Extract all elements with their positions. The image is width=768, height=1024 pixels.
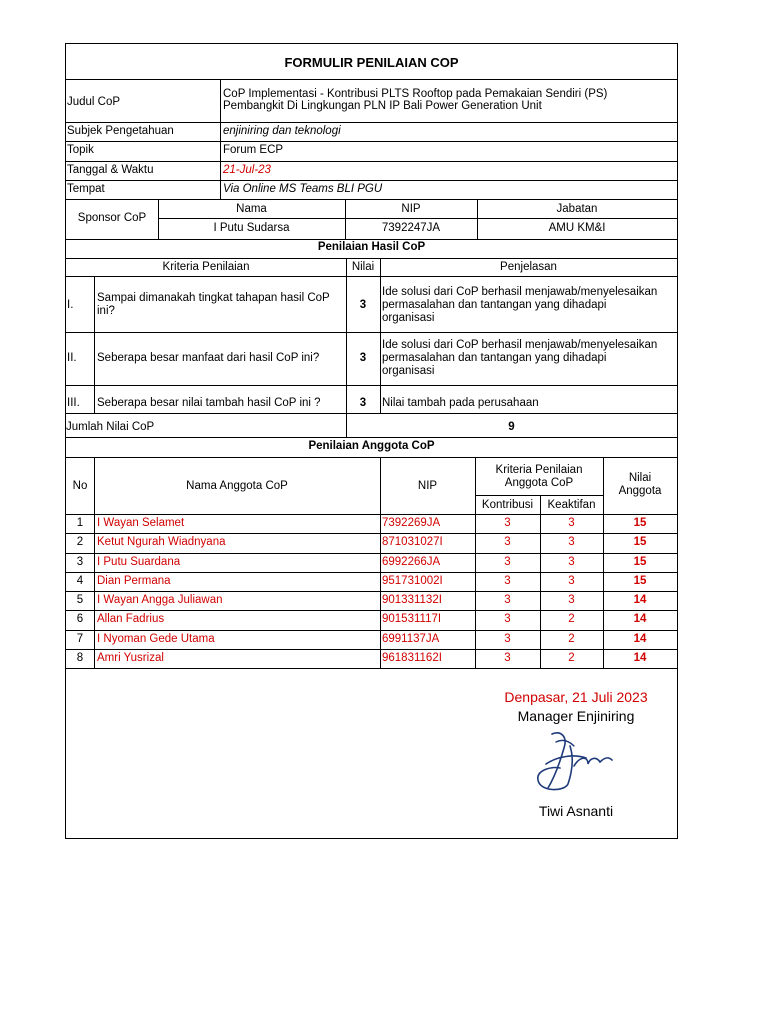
criteria-num: I. (67, 299, 74, 311)
row-divider (66, 668, 677, 669)
col-nip-anggota: NIP (417, 480, 438, 492)
criteria-penjelasan: Ide solusi dari CoP berhasil menjawab/menyelesaikan permasalahan dan tantangan yang dihadapi organisasi (382, 286, 658, 324)
col-keaktifan: Keaktifan (547, 499, 596, 511)
sponsor-col-nip: NIP (401, 203, 421, 215)
member-nama: I Wayan Selamet (97, 517, 185, 529)
member-nama: Ketut Ngurah Wiadnyana (97, 536, 226, 549)
criteria-nilai: 3 (359, 397, 367, 409)
col-nama-anggota: Nama Anggota CoP (186, 480, 288, 492)
member-keaktifan: 2 (568, 651, 575, 664)
jumlah-label: Jumlah Nilai CoP (66, 421, 155, 433)
member-kontribusi: 3 (504, 632, 511, 645)
member-kontribusi: 3 (504, 613, 511, 626)
sponsor-nama: I Putu Sudarsa (213, 222, 290, 234)
judul-value-line2: Pembangkit Di Lingkungan PLN IP Bali Power Generation Unit (223, 100, 542, 112)
sponsor-nip: 7392247JA (381, 222, 441, 234)
penilaian-anggota-heading: Penilaian Anggota CoP (308, 440, 435, 452)
member-nilai: 15 (633, 574, 647, 587)
row-divider (66, 591, 677, 592)
member-nilai: 14 (633, 632, 647, 645)
member-keaktifan: 3 (568, 594, 575, 606)
member-kontribusi: 3 (504, 517, 511, 529)
member-no: 1 (76, 517, 84, 529)
member-keaktifan: 3 (568, 517, 575, 529)
member-kontribusi: 3 (504, 555, 511, 568)
member-nama: I Nyoman Gede Utama (97, 632, 215, 645)
member-nama: Amri Yusrizal (97, 651, 164, 664)
assessment-form (65, 43, 678, 839)
col-no: No (72, 480, 88, 492)
sponsor-col-nama: Nama (236, 203, 267, 215)
subjek-value: enjiniring dan teknologi (223, 125, 341, 137)
criteria-penjelasan: Nilai tambah pada perusahaan (382, 397, 539, 409)
col-nilai-anggota-line2: Anggota (618, 485, 662, 497)
tanggal-label: Tanggal & Waktu (67, 164, 154, 176)
member-nilai: 14 (633, 594, 647, 606)
tempat-value: Via Online MS Teams BLI PGU (223, 183, 383, 195)
row-divider (66, 553, 677, 554)
member-no: 7 (76, 632, 84, 645)
member-nilai: 14 (633, 613, 647, 626)
tanggal-value: 21-Jul-23 (223, 164, 271, 176)
sponsor-label: Sponsor CoP (77, 212, 147, 224)
col-nilai-anggota: Nilai (628, 472, 652, 484)
member-nama: I Wayan Angga Juliawan (97, 594, 223, 606)
criteria-text: Seberapa besar nilai tambah hasil CoP ini ? (97, 397, 321, 409)
member-no: 2 (76, 536, 84, 549)
member-nilai: 14 (633, 651, 647, 664)
member-nip: 901531117I (382, 613, 442, 626)
member-keaktifan: 3 (568, 555, 575, 568)
member-nilai: 15 (633, 536, 647, 549)
row-divider (66, 533, 677, 534)
member-nama: I Putu Suardana (97, 555, 181, 568)
criteria-nilai: 3 (359, 299, 367, 311)
member-keaktifan: 3 (568, 536, 575, 549)
member-nip: 871031027I (382, 536, 443, 549)
member-kontribusi: 3 (504, 651, 511, 664)
member-nilai: 15 (633, 555, 647, 568)
member-nilai: 15 (633, 517, 647, 529)
judul-value-line1: CoP Implementasi - Kontribusi PLTS Rooftop pada Pemakaian Sendiri (PS) (223, 88, 608, 100)
criteria-text: Sampai dimanakah tingkat tahapan hasil CoP ini? (97, 292, 330, 317)
topik-value: Forum ECP (223, 144, 284, 156)
signature-image (534, 728, 614, 796)
col-nilai: Nilai (351, 261, 375, 273)
member-no: 6 (76, 613, 84, 626)
criteria-num: II. (67, 352, 77, 364)
row-divider (66, 572, 677, 573)
member-keaktifan: 3 (568, 574, 575, 587)
col-penjelasan: Penjelasan (500, 261, 557, 273)
member-no: 5 (76, 594, 84, 606)
member-keaktifan: 2 (568, 613, 575, 626)
member-no: 3 (76, 555, 84, 568)
subjek-label: Subjek Pengetahuan (67, 125, 174, 137)
member-nip: 6991137JA (382, 632, 440, 645)
member-nama: Dian Permana (97, 574, 171, 587)
member-kontribusi: 3 (504, 574, 511, 587)
member-nip: 961831162I (382, 651, 442, 664)
jumlah-value: 9 (508, 421, 515, 433)
member-nip: 901331132I (382, 594, 442, 606)
member-nip: 951731002I (382, 574, 443, 587)
col-kriteria: Kriteria Penilaian (162, 261, 250, 273)
tempat-label: Tempat (67, 183, 105, 195)
criteria-text: Seberapa besar manfaat dari hasil CoP ini? (97, 352, 320, 364)
row-divider (66, 610, 677, 611)
topik-label: Topik (67, 144, 94, 156)
member-nip: 7392269JA (382, 517, 441, 529)
signature-name: Tiwi Asnanti (538, 803, 614, 819)
criteria-penjelasan: Ide solusi dari CoP berhasil menjawab/menyelesaikan permasalahan dan tantangan yang dihadapi organisasi (382, 339, 658, 377)
member-kontribusi: 3 (504, 594, 511, 606)
col-kriteria-anggota: Kriteria Penilaian Anggota CoP (495, 464, 583, 489)
signature-position: Manager Enjiniring (517, 708, 635, 724)
member-kontribusi: 3 (504, 536, 511, 549)
member-no: 8 (76, 651, 84, 664)
criteria-nilai: 3 (359, 352, 367, 364)
sponsor-jabatan: AMU KM&I (548, 222, 606, 234)
penilaian-hasil-heading: Penilaian Hasil CoP (317, 241, 426, 253)
judul-label: Judul CoP (67, 96, 121, 108)
member-nip: 6992266JA (382, 555, 441, 568)
signature-place-date: Denpasar, 21 Juli 2023 (504, 689, 648, 705)
form-title: FORMULIR PENILAIAN COP (284, 55, 459, 70)
sponsor-col-jabatan: Jabatan (556, 203, 598, 215)
row-divider (66, 649, 677, 650)
row-divider (66, 630, 677, 631)
member-keaktifan: 2 (568, 632, 575, 645)
member-no: 4 (76, 574, 84, 587)
criteria-num: III. (67, 397, 80, 409)
member-nama: Allan Fadrius (97, 613, 165, 626)
col-kontribusi: Kontribusi (481, 499, 534, 511)
